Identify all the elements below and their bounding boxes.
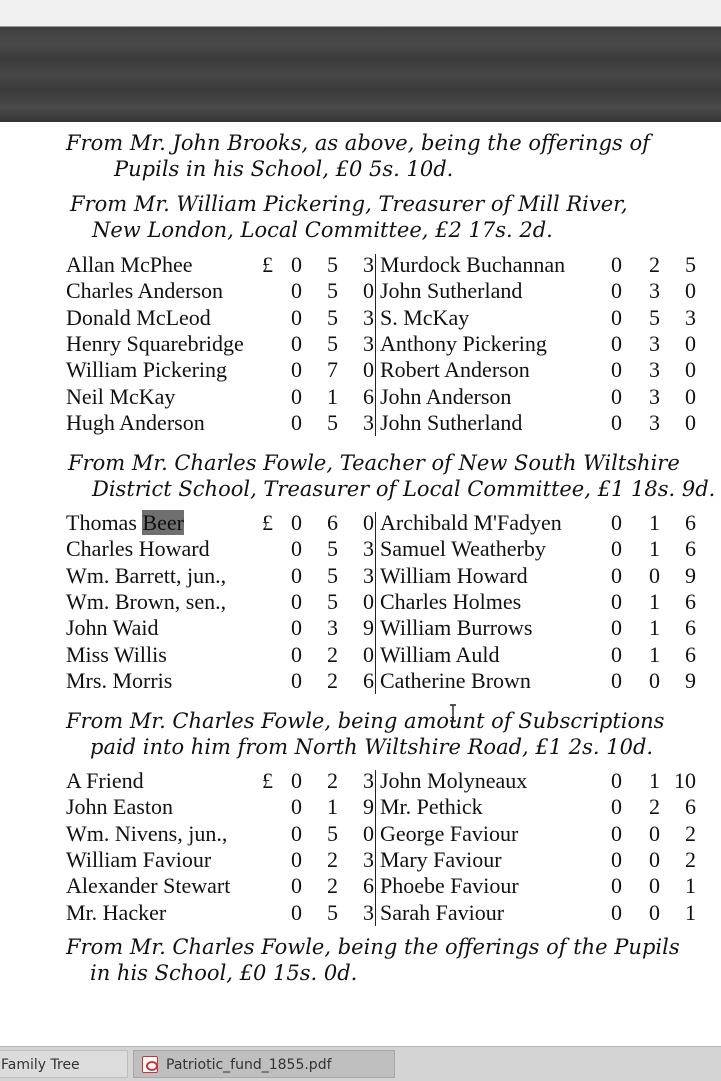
subscriber-name: Wm. Nivens, jun., <box>66 820 228 846</box>
pence-value: 3 <box>363 304 374 330</box>
pence-value: 0 <box>363 588 374 614</box>
pounds-value: 0 <box>291 615 302 641</box>
shillings-value: 1 <box>649 588 660 614</box>
subscriber-name: George Faviour <box>380 820 519 846</box>
pence-value: 3 <box>363 330 374 356</box>
subscriber-name: Alexander Stewart <box>66 873 231 899</box>
section-heading-line: District School, Treasurer of Local Committee, £1 18s. 9d. <box>92 477 716 501</box>
shillings-value: 1 <box>649 641 660 667</box>
subscriber-name: Mr. Pethick <box>380 794 483 820</box>
pence-value: 6 <box>685 536 696 562</box>
pounds-value: 0 <box>291 641 302 667</box>
shillings-value: 5 <box>327 304 338 330</box>
subscription-row <box>0 410 721 436</box>
pence-value: 6 <box>363 667 374 693</box>
subscriber-name: Mary Faviour <box>380 846 502 872</box>
pounds-value: 0 <box>291 330 302 356</box>
pounds-value: 0 <box>291 536 302 562</box>
shillings-value: 2 <box>649 252 660 277</box>
subscriber-name: William Howard <box>380 562 528 588</box>
pounds-value: 0 <box>291 588 302 614</box>
text-cursor-icon <box>448 704 458 722</box>
pence-value: 9 <box>685 667 696 693</box>
pounds-value: 0 <box>611 873 622 899</box>
subscriber-name: Sarah Faviour <box>380 899 505 925</box>
pounds-value: 0 <box>611 510 622 535</box>
pounds-value: 0 <box>611 409 622 435</box>
pounds-value: 0 <box>291 510 302 535</box>
subscriber-name: Catherine Brown <box>380 667 531 693</box>
subscription-row <box>0 847 721 873</box>
pence-value: 3 <box>685 304 696 330</box>
pounds-value: 0 <box>611 846 622 872</box>
subscription-row <box>0 589 721 615</box>
pence-value: 0 <box>685 330 696 356</box>
shillings-value: 5 <box>327 562 338 588</box>
pounds-value: 0 <box>611 667 622 693</box>
section-heading-line: paid into him from North Wiltshire Road, £1 2s. 10d. <box>90 735 654 759</box>
subscription-row <box>0 615 721 641</box>
subscriber-name: John Sutherland <box>380 278 523 304</box>
pence-value: 3 <box>363 252 374 277</box>
shillings-value: 3 <box>649 409 660 435</box>
section-heading-line: From Mr. Charles Fowle, being amount of Subscriptions <box>66 709 665 733</box>
subscriber-name: William Faviour <box>66 846 212 872</box>
shillings-value: 0 <box>649 562 660 588</box>
shillings-value: 0 <box>649 820 660 846</box>
subscriber-name: S. McKay <box>380 304 470 330</box>
subscription-row <box>0 510 721 536</box>
shillings-value: 0 <box>649 846 660 872</box>
pounds-value: 0 <box>291 409 302 435</box>
subscription-row <box>0 642 721 668</box>
pounds-value: 0 <box>611 357 622 383</box>
pounds-value: 0 <box>291 357 302 383</box>
subscriber-name: Miss Willis <box>66 641 167 667</box>
subscription-row <box>0 768 721 794</box>
pounds-value: 0 <box>611 536 622 562</box>
subscriber-name: Mrs. Morris <box>66 667 173 693</box>
pence-value: 2 <box>685 846 696 872</box>
pence-value: 6 <box>685 641 696 667</box>
section-heading-line: Pupils in his School, £0 5s. 10d. <box>114 157 454 181</box>
shillings-value: 2 <box>649 794 660 820</box>
subscriber-name: John Waid <box>66 615 159 641</box>
pounds-value: 0 <box>611 615 622 641</box>
pence-value: 3 <box>363 846 374 872</box>
taskbar-item-pdf[interactable] <box>133 1050 395 1078</box>
pence-value: 3 <box>363 899 374 925</box>
section-heading-line: in his School, £0 15s. 0d. <box>90 961 358 985</box>
section-heading-line: From Mr. Charles Fowle, Teacher of New South Wiltshire <box>68 451 680 475</box>
shillings-value: 6 <box>327 510 338 535</box>
pence-value: 3 <box>363 536 374 562</box>
subscription-row <box>0 668 721 694</box>
subscriber-name: Wm. Brown, sen., <box>66 588 227 614</box>
pounds-value: 0 <box>291 383 302 409</box>
pounds-value: 0 <box>291 252 302 277</box>
pence-value: 5 <box>685 252 696 277</box>
subscriber-name: Phoebe Faviour <box>380 873 519 899</box>
pence-value: 2 <box>685 820 696 846</box>
pence-value: 9 <box>685 562 696 588</box>
shillings-value: 2 <box>327 667 338 693</box>
shillings-value: 5 <box>327 252 338 277</box>
subscriber-name: William Auld <box>380 641 500 667</box>
pounds-value: 0 <box>291 820 302 846</box>
shillings-value: 1 <box>649 768 660 793</box>
pence-value: 6 <box>363 873 374 899</box>
pence-value: 0 <box>685 357 696 383</box>
subscriber-name: A Friend <box>66 768 144 793</box>
shillings-value: 5 <box>327 330 338 356</box>
subscriber-name: William Pickering <box>66 357 228 383</box>
pounds-value: 0 <box>611 820 622 846</box>
currency-symbol: £ <box>262 768 273 793</box>
pounds-value: 0 <box>291 873 302 899</box>
currency-symbol: £ <box>262 510 273 535</box>
shillings-value: 5 <box>327 278 338 304</box>
shillings-value: 2 <box>327 768 338 793</box>
shillings-value: 1 <box>649 536 660 562</box>
pence-value: 6 <box>363 383 374 409</box>
pence-value: 10 <box>674 768 696 793</box>
shillings-value: 3 <box>649 357 660 383</box>
subscriber-name: Archibald M'Fadyen <box>380 510 562 535</box>
subscription-row <box>0 873 721 899</box>
taskbar-item-label: Family Tree <box>1 1057 80 1073</box>
subscriber-name: John Anderson <box>380 383 512 409</box>
pence-value: 0 <box>685 409 696 435</box>
shillings-value: 2 <box>327 873 338 899</box>
subscriber-name: Robert Anderson <box>380 357 530 383</box>
shillings-value: 1 <box>327 794 338 820</box>
subscriber-name: Thomas Beer <box>66 510 184 535</box>
pence-value: 1 <box>685 899 696 925</box>
subscription-row <box>0 900 721 926</box>
shillings-value: 3 <box>649 383 660 409</box>
section-heading-line: From Mr. William Pickering, Treasurer of Mill River, <box>70 192 628 216</box>
subscriber-name: John Sutherland <box>380 409 523 435</box>
pounds-value: 0 <box>611 641 622 667</box>
pounds-value: 0 <box>611 768 622 793</box>
subscription-row <box>0 536 721 562</box>
subscription-row <box>0 821 721 847</box>
subscriber-name: Samuel Weatherby <box>380 536 546 562</box>
subscription-row <box>0 252 721 278</box>
subscriber-name: John Easton <box>66 794 173 820</box>
shillings-value: 5 <box>327 409 338 435</box>
pounds-value: 0 <box>291 278 302 304</box>
subscriber-name: John Molyneaux <box>380 768 528 793</box>
subscriber-name: Mr. Hacker <box>66 899 167 925</box>
subscription-row <box>0 278 721 304</box>
pence-value: 6 <box>685 588 696 614</box>
pence-value: 6 <box>685 510 696 535</box>
section-heading-line: New London, Local Committee, £2 17s. 2d. <box>92 218 553 242</box>
pence-value: 6 <box>685 615 696 641</box>
pence-value: 0 <box>363 357 374 383</box>
search-highlight: Beer <box>142 510 184 535</box>
pence-value: 0 <box>685 278 696 304</box>
subscriber-name: Anthony Pickering <box>380 330 547 356</box>
subscription-row <box>0 357 721 383</box>
shillings-value: 0 <box>649 667 660 693</box>
pounds-value: 0 <box>291 562 302 588</box>
pounds-value: 0 <box>611 794 622 820</box>
shillings-value: 5 <box>327 588 338 614</box>
shillings-value: 1 <box>649 510 660 535</box>
pence-value: 0 <box>363 278 374 304</box>
taskbar <box>0 1046 721 1081</box>
pence-value: 9 <box>363 794 374 820</box>
pence-value: 3 <box>363 409 374 435</box>
viewer-toolbar <box>0 0 721 122</box>
subscription-row <box>0 331 721 357</box>
shillings-value: 5 <box>649 304 660 330</box>
shillings-value: 5 <box>327 899 338 925</box>
subscriber-name: William Burrows <box>380 615 533 641</box>
shillings-value: 3 <box>649 278 660 304</box>
pence-value: 0 <box>363 510 374 535</box>
subscription-row <box>0 794 721 820</box>
pounds-value: 0 <box>291 846 302 872</box>
subscriber-name: Wm. Barrett, jun., <box>66 562 227 588</box>
pounds-value: 0 <box>611 588 622 614</box>
pdf-icon <box>142 1056 158 1073</box>
pounds-value: 0 <box>291 304 302 330</box>
pence-value: 6 <box>685 794 696 820</box>
section-heading-line: From Mr. John Brooks, as above, being the offerings of <box>66 131 650 155</box>
pence-value: 0 <box>685 383 696 409</box>
shillings-value: 0 <box>649 899 660 925</box>
shillings-value: 2 <box>327 846 338 872</box>
shillings-value: 5 <box>327 536 338 562</box>
subscriber-name: Neil McKay <box>66 383 176 409</box>
subscriber-name: Charles Holmes <box>380 588 522 614</box>
subscription-row <box>0 384 721 410</box>
pounds-value: 0 <box>611 383 622 409</box>
subscriber-name: Murdock Buchannan <box>380 252 566 277</box>
shillings-value: 3 <box>327 615 338 641</box>
pounds-value: 0 <box>291 768 302 793</box>
pence-value: 0 <box>363 820 374 846</box>
pounds-value: 0 <box>291 794 302 820</box>
pence-value: 0 <box>363 641 374 667</box>
subscriber-name: Charles Howard <box>66 536 210 562</box>
pounds-value: 0 <box>611 304 622 330</box>
pence-value: 3 <box>363 562 374 588</box>
shillings-value: 1 <box>649 615 660 641</box>
pounds-value: 0 <box>611 330 622 356</box>
subscriber-name: Hugh Anderson <box>66 409 205 435</box>
pounds-value: 0 <box>611 562 622 588</box>
subscription-row <box>0 563 721 589</box>
pounds-value: 0 <box>611 252 622 277</box>
shillings-value: 0 <box>649 873 660 899</box>
pounds-value: 0 <box>291 899 302 925</box>
pence-value: 3 <box>363 768 374 793</box>
taskbar-item-label: Patriotic_fund_1855.pdf <box>166 1057 332 1073</box>
shillings-value: 7 <box>327 357 338 383</box>
shillings-value: 2 <box>327 641 338 667</box>
subscription-row <box>0 305 721 331</box>
subscriber-name: Charles Anderson <box>66 278 224 304</box>
taskbar-item-family-tree[interactable] <box>0 1050 128 1078</box>
currency-symbol: £ <box>262 252 273 277</box>
section-heading-line: From Mr. Charles Fowle, being the offerings of the Pupils <box>66 935 680 959</box>
shillings-value: 5 <box>327 820 338 846</box>
shillings-value: 3 <box>649 330 660 356</box>
pence-value: 1 <box>685 873 696 899</box>
shillings-value: 1 <box>327 383 338 409</box>
subscriber-name: Henry Squarebridge <box>66 330 244 356</box>
pence-value: 9 <box>363 615 374 641</box>
document-page <box>0 122 721 1046</box>
pounds-value: 0 <box>291 667 302 693</box>
pounds-value: 0 <box>611 899 622 925</box>
subscriber-name: Allan McPhee <box>66 252 193 277</box>
subscriber-name: Donald McLeod <box>66 304 211 330</box>
pounds-value: 0 <box>611 278 622 304</box>
